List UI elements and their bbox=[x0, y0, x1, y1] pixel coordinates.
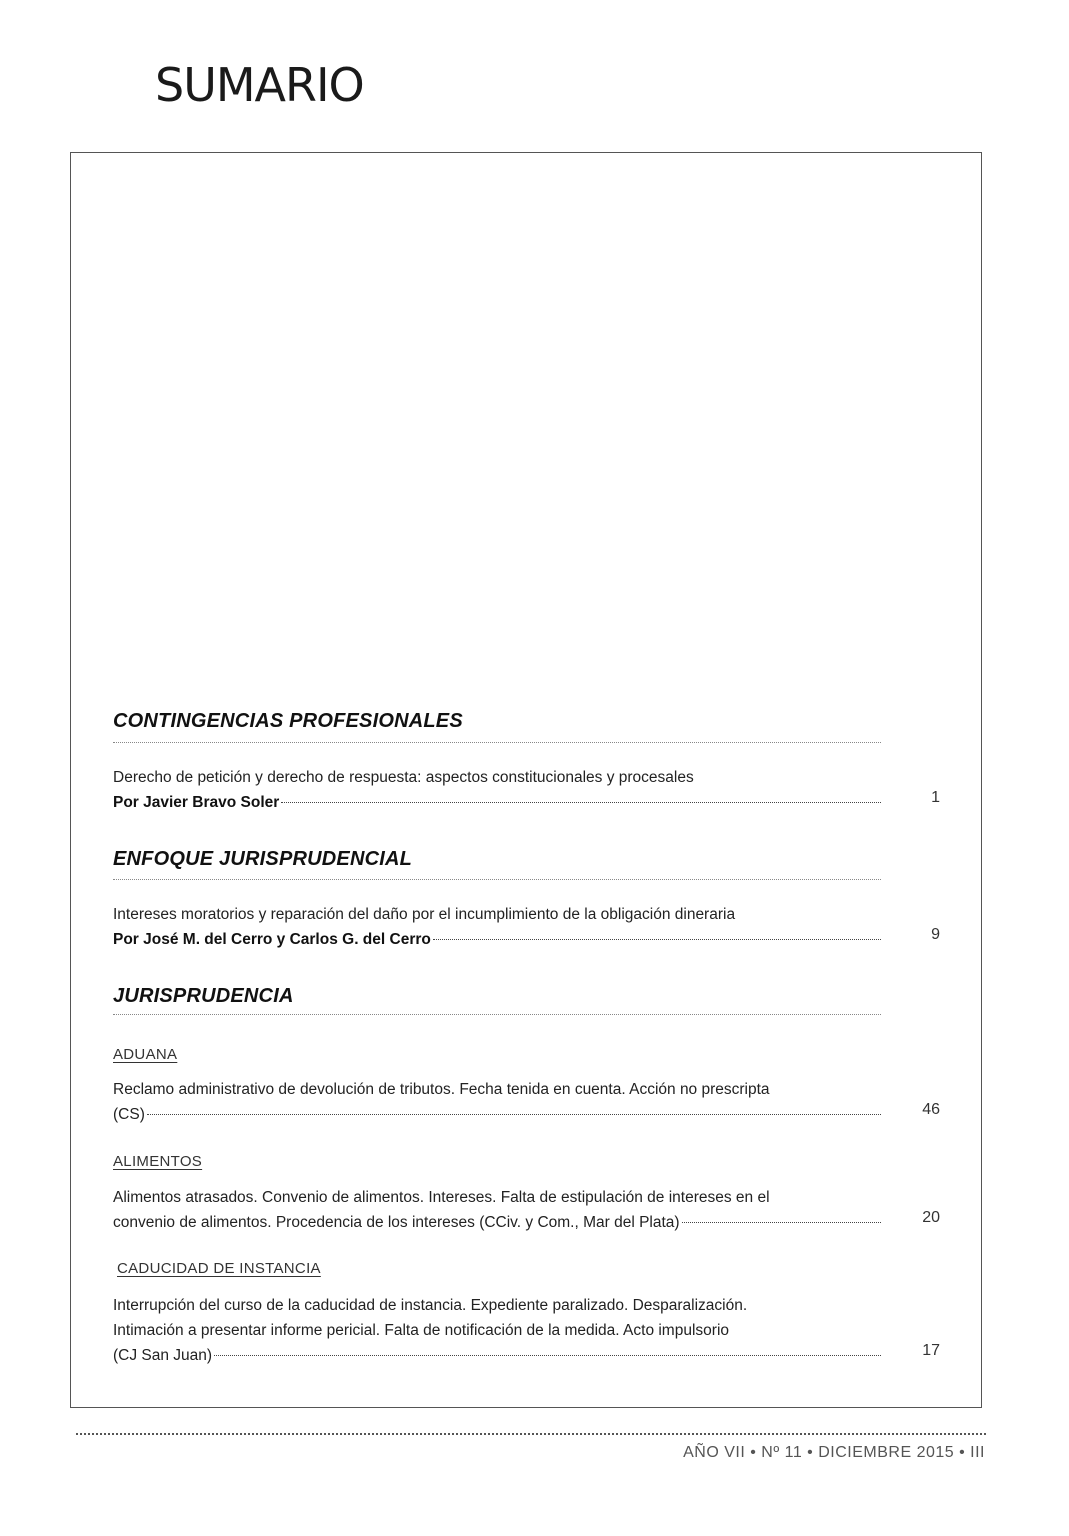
toc-entry-author: Por José M. del Cerro y Carlos G. del Cerro bbox=[113, 931, 431, 948]
toc-entry-title: Reclamo administrativo de devolución de tributos. Fecha tenida en cuenta. Acción no prescripta bbox=[113, 1081, 770, 1098]
dot-leader bbox=[281, 802, 881, 803]
toc-page-number: 20 bbox=[922, 1209, 940, 1226]
toc-page-number: 46 bbox=[922, 1101, 940, 1118]
toc-entry-court: (CS) bbox=[113, 1106, 145, 1123]
category-alimentos[interactable]: ALIMENTOS bbox=[113, 1153, 203, 1170]
toc-entry-title-cont: Intimación a presentar informe pericial. Falta de notificación de la medida. Acto impulsorio bbox=[113, 1322, 730, 1339]
toc-entry-title: Interrupción del curso de la caducidad de instancia. Expediente paralizado. Desparalización. bbox=[113, 1297, 748, 1314]
dot-leader bbox=[214, 1355, 881, 1356]
page-title: SUMARIO bbox=[155, 58, 364, 112]
page-footer: AÑO VII • Nº 11 • DICIEMBRE 2015 • III bbox=[683, 1444, 985, 1461]
toc-entry-court: (CJ San Juan) bbox=[113, 1347, 213, 1364]
section-divider bbox=[113, 742, 881, 743]
toc-page-number: 9 bbox=[931, 926, 940, 943]
toc-entry-title: Intereses moratorios y reparación del daño por el incumplimiento de la obligación dineraria bbox=[113, 906, 736, 923]
toc-page-number: 1 bbox=[931, 789, 940, 806]
section-title-contingencias: CONTINGENCIAS PROFESIONALES bbox=[113, 710, 463, 732]
toc-entry-title: Derecho de petición y derecho de respuesta: aspectos constitucionales y procesales bbox=[113, 769, 694, 786]
section-divider bbox=[113, 1014, 881, 1015]
toc-entry-author: Por Javier Bravo Soler bbox=[113, 794, 280, 811]
footer-divider bbox=[76, 1433, 986, 1435]
section-title-enfoque: ENFOQUE JURISPRUDENCIAL bbox=[113, 848, 413, 870]
section-title-jurisprudencia: JURISPRUDENCIA bbox=[113, 985, 294, 1007]
toc-entry-title: Alimentos atrasados. Convenio de alimentos. Intereses. Falta de estipulación de intereses en el bbox=[113, 1189, 770, 1206]
toc-page-number: 17 bbox=[922, 1342, 940, 1359]
category-caducidad-de-instancia[interactable]: CADUCIDAD DE INSTANCIA bbox=[117, 1260, 321, 1277]
section-divider bbox=[113, 879, 881, 880]
category-aduana[interactable]: ADUANA bbox=[113, 1046, 178, 1063]
toc-entry-court: convenio de alimentos. Procedencia de los intereses (CCiv. y Com., Mar del Plata) bbox=[113, 1214, 680, 1231]
dot-leader bbox=[147, 1114, 881, 1115]
